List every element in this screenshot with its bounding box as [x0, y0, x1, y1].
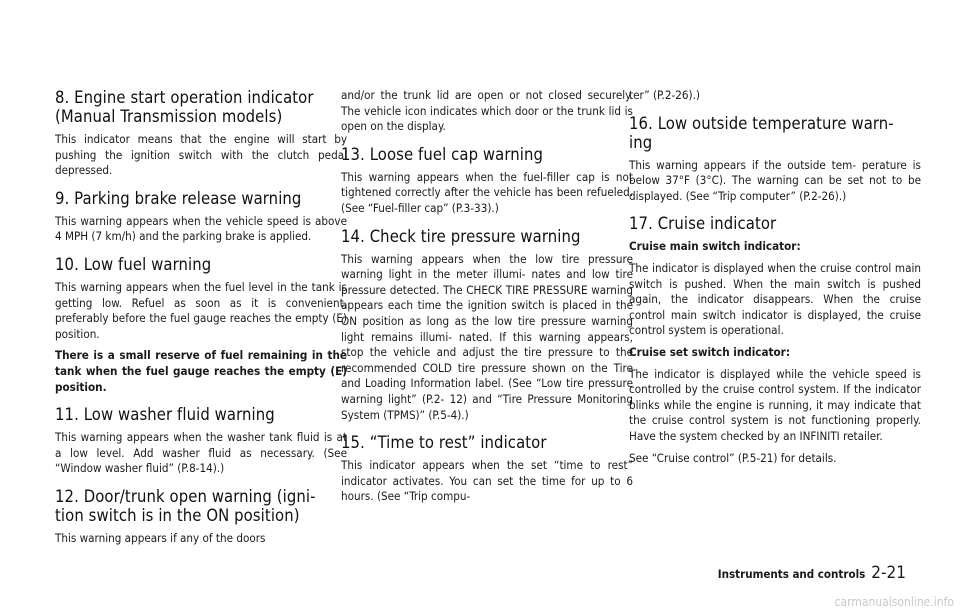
section-17-subheading-main: Cruise main switch indicator:: [629, 239, 801, 254]
section-12-text-cont: and/or the trunk lid are open or not closed securely. The vehicle icon indicates which door or the trunk lid is open on the display.: [341, 88, 633, 134]
section-15-title: 15. “Time to rest” indicator: [341, 433, 547, 453]
section-14-text: This warning appears when the low tire pressure warning light in the meter illumi- nates and low tire pressure detected. The CHECK TIRE PRESSURE warning appears each time the ignition switch is placed in the ON position as long as the low tire pressure warning light remains illumi- nated. If this warning appears, stop the vehicle and adjust the tire pressure to the recommended COLD tire pressure shown on the Tire and Loading Information label. (See “Low tire pressure warning light” (P.2- 12) and “Tire Pressure Monitoring System (TPMS)” (P.5-4).): [341, 251, 633, 422]
section-14-title: 14. Check tire pressure warning: [341, 226, 581, 246]
section-12: [55, 487, 347, 547]
section-10: [55, 255, 347, 395]
section-15: [341, 433, 633, 505]
section-17: [629, 214, 921, 466]
section-8-text: This indicator means that the engine will start by pushing the ignition switch with the clutch pedal depressed.: [55, 132, 347, 178]
section-15-text-cont: ter” (P.2-26).): [629, 88, 700, 102]
section-9: [55, 189, 347, 245]
section-8: [55, 88, 347, 179]
section-16-text: This warning appears if the outside tem- perature is below 37°F (3°C). The warning can be set not to be displayed. (See “Trip computer” (P.2-26).): [629, 157, 921, 203]
section-13: [341, 145, 633, 217]
section-17-text-see: See “Cruise control” (P.5-21) for details.: [629, 450, 837, 465]
section-11-title: 11. Low washer fluid warning: [55, 405, 275, 425]
section-10-title: 10. Low fuel warning: [55, 254, 212, 274]
page-footer: [718, 563, 906, 583]
section-11-text: This warning appears when the washer tank fluid is at a low level. Add washer fluid as necessary. (See “Window washer fluid” (P.8-14).): [55, 430, 347, 476]
section-16-title: 16. Low outside temperature warn- ing: [629, 113, 894, 152]
section-17-text-set: The indicator is displayed while the vehicle speed is controlled by the cruise control system. If the indicator blinks while the engine is running, it may indicate that the cruise control system is not functioning properly. Have the system checked by an INFINITI retailer.: [629, 366, 921, 443]
section-12-cont: [341, 88, 633, 135]
section-14: [341, 227, 633, 424]
page-number: 2-21: [871, 563, 906, 583]
section-17-text-main: The indicator is displayed when the cruise control main switch is pushed. When the main switch is pushed again, the indicator disappears. When the cruise control main switch indicator is displayed, the cruise control system is operational.: [629, 260, 921, 338]
section-15-cont: [629, 88, 921, 104]
section-16: [629, 114, 921, 205]
footer-chapter: Instruments and controls: [717, 567, 866, 581]
section-9-title: 9. Parking brake release warning: [55, 188, 302, 208]
section-8-title: 8. Engine start operation indicator (Manual Transmission models): [55, 88, 314, 126]
column-3: [629, 88, 921, 476]
section-12-text-start: This warning appears if any of the doors: [55, 530, 266, 545]
section-10-note: There is a small reserve of fuel remaining in the tank when the fuel gauge reaches the empty (E) position.: [55, 348, 347, 394]
section-17-title: 17. Cruise indicator: [629, 214, 777, 234]
section-17-subheading-set: Cruise set switch indicator:: [629, 344, 790, 359]
column-1: [55, 88, 347, 557]
section-13-text: This warning appears when the fuel-filler cap is not tightened correctly after the vehicle has been refueled. (See “Fuel-filler cap” (P.3-33).): [341, 169, 633, 215]
column-2: [341, 88, 633, 515]
section-10-text: This warning appears when the fuel level in the tank is getting low. Refuel as soon as it is convenient, preferably before the fuel gauge reaches the empty (E) position.: [55, 279, 347, 341]
section-12-title: 12. Door/trunk open warning (igni- tion switch is in the ON position): [55, 486, 316, 525]
section-9-text: This warning appears when the vehicle speed is above 4 MPH (7 km/h) and the parking brake is applied.: [55, 213, 347, 244]
section-13-title: 13. Loose fuel cap warning: [341, 144, 544, 164]
section-11: [55, 405, 347, 477]
watermark: carmanualsonline.info: [834, 595, 954, 609]
section-15-text-start: This indicator appears when the set “time to rest” indicator activates. You can set the time for up to 6 hours. (See “Trip compu-: [341, 458, 633, 504]
